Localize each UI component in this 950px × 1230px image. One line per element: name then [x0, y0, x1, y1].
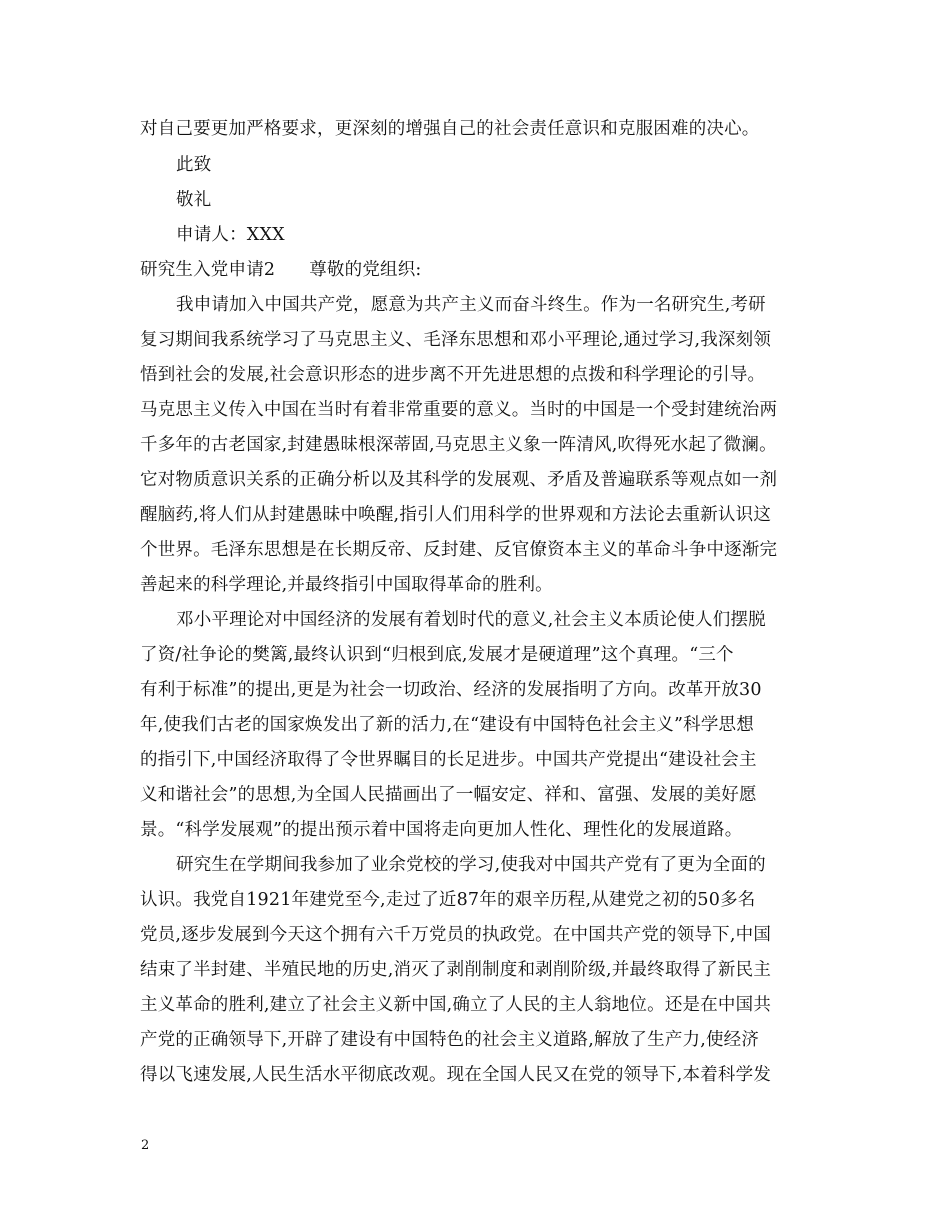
section-heading-line [140, 259, 422, 281]
paragraph-3-line-7: 得以飞速发展,人民生活水平彻底改观。现在全国人民又在党的领导下,本着科学发 [140, 1065, 772, 1085]
paragraph-1-line-4: 马克思主义传入中国在当时有着非常重要的意义。当时的中国是一个受封建统治两 [140, 400, 778, 420]
paragraph-3-line-4: 结束了半封建、半殖民地的历史,消灭了剥削制度和剥削阶级,并最终取得了新民主 [140, 960, 772, 980]
page-number: 2 [141, 1138, 150, 1153]
closing-regards: 敬礼 [176, 190, 212, 210]
closing-salutation: 此致 [176, 155, 212, 175]
paragraph-1-line-2: 复习期间我系统学习了马克思主义、毛泽东思想和邓小平理论,通过学习,我深刻领 [140, 330, 772, 350]
paragraph-3-line-3: 党员,逐步发展到今天这个拥有六千万党员的执政党。在中国共产党的领导下,中国 [140, 925, 772, 945]
paragraph-1-line-6: 它对物质意识关系的正确分析以及其科学的发展观、矛盾及普遍联系等观点如一剂 [140, 470, 778, 490]
paragraph-2-line-2: 了资/社争论的樊篱,最终认识到“归根到底,发展才是硬道理”这个真理。“三个 [140, 645, 734, 665]
paragraph-1-line-5: 千多年的古老国家,封建愚昧根深蒂固,马克思主义象一阵清风,吹得死水起了微澜。 [140, 435, 777, 455]
paragraph-1-line-7: 醒脑药,将人们从封建愚昧中唤醒,指引人们用科学的世界观和方法论去重新认识这 [140, 505, 772, 525]
paragraph-2-line-1: 邓小平理论对中国经济的发展有着划时代的意义,社会主义本质论使人们摆脱 [176, 610, 766, 630]
paragraph-2-line-4: 年,使我们古老的国家焕发出了新的活力,在“建设有中国特色社会主义”科学思想 [140, 715, 754, 735]
paragraph-2-line-5: 的指引下,中国经济取得了令世界瞩目的长足进步。中国共产党提出“建设社会主 [140, 750, 757, 770]
paragraph-2-line-3: 有利于标准”的提出,更是为社会一切政治、经济的发展指明了方向。改革开放30 [140, 680, 762, 700]
paragraph-3-line-5: 主义革命的胜利,建立了社会主义新中国,确立了人民的主人翁地位。还是在中国共 [140, 995, 772, 1015]
salutation: 尊敬的党组织: [309, 260, 422, 280]
paragraph-2-line-6: 义和谐社会”的思想,为全国人民描画出了一幅安定、祥和、富强、发展的美好愿 [140, 785, 757, 805]
section-title: 研究生入党申请2 [140, 260, 276, 280]
paragraph-2-line-7: 景。“科学发展观”的提出预示着中国将走向更加人性化、理性化的发展道路。 [140, 820, 743, 840]
paragraph-3-line-1: 研究生在学期间我参加了业余党校的学习,使我对中国共产党有了更为全面的 [176, 855, 766, 875]
paragraph-3-line-6: 产党的正确领导下,开辟了建设有中国特色的社会主义道路,解放了生产力,使经济 [140, 1030, 760, 1050]
paragraph-1-line-8: 个世界。毛泽东思想是在长期反帝、反封建、反官僚资本主义的革命斗争中逐渐完 [140, 540, 778, 560]
paragraph-1-line-9: 善起来的科学理论,并最终指引中国取得革命的胜利。 [140, 575, 553, 595]
paragraph-3-line-2: 认识。我党自1921年建党至今,走过了近87年的艰辛历程,从建党之初的50多名 [140, 890, 756, 910]
paragraph-1-line-1: 我申请加入中国共产党，愿意为共产主义而奋斗终生。作为一名研究生,考研 [176, 295, 766, 315]
text-line-1: 对自己要更加严格要求，更深刻的增强自己的社会责任意识和克服困难的决心。 [140, 119, 760, 139]
paragraph-1-line-3: 悟到社会的发展,社会意识形态的进步离不开先进思想的点拨和科学理论的引导。 [140, 365, 766, 385]
applicant-signature: 申请人：XXX [176, 225, 285, 245]
